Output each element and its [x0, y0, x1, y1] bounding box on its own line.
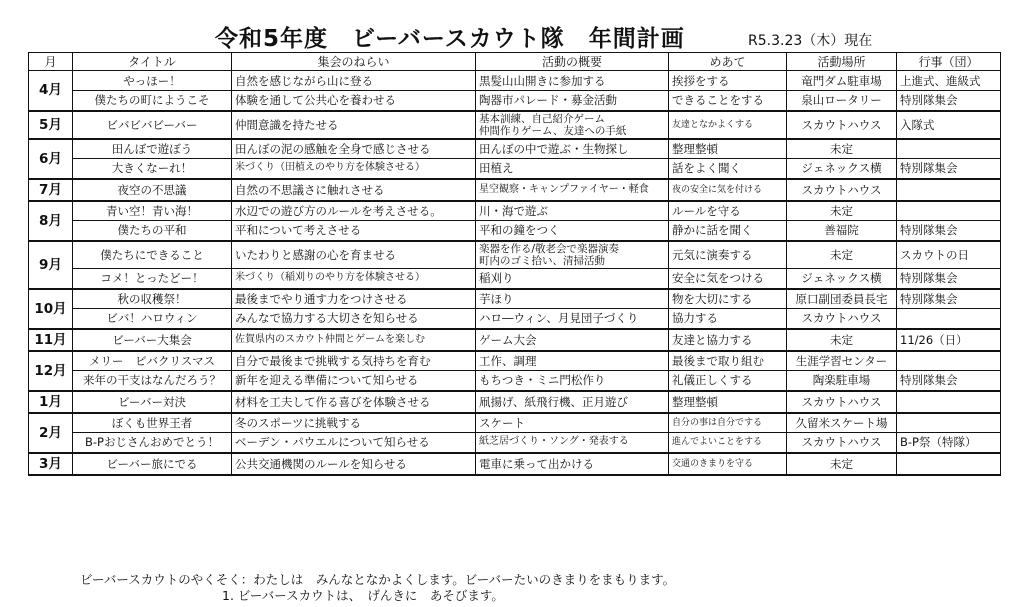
activity-line: スケート	[479, 415, 525, 430]
goal-cell: ルールを守る	[669, 201, 787, 221]
title-cell: 僕たちの平和	[73, 221, 232, 241]
goal-cell: 安全に気をつける	[669, 269, 787, 289]
title-cell: ビーバー大集会	[73, 329, 232, 351]
title-cell: ビバビバビーバー	[73, 111, 232, 139]
event-cell: 特別隊集会	[897, 371, 1001, 391]
place-cell: 未定	[787, 329, 897, 351]
table-row	[29, 201, 1001, 221]
goal-cell: 夜の安全に気を付ける	[669, 179, 787, 201]
goal-cell: できることをする	[669, 91, 787, 111]
table-row	[29, 433, 1001, 453]
month-cell: 10月	[29, 289, 73, 329]
activity-line: 工作、調理	[479, 353, 537, 368]
place-cell: 竜門ダム駐車場	[787, 71, 897, 91]
activity-cell	[476, 159, 669, 179]
event-cell: 上進式、進級式	[897, 71, 1001, 91]
table-row	[29, 139, 1001, 159]
activity-cell	[476, 433, 669, 453]
goal-cell: 礼儀正しくする	[669, 371, 787, 391]
goal-cell: 整理整頓	[669, 139, 787, 159]
place-cell: 未定	[787, 201, 897, 221]
title-cell: 来年の干支はなんだろう？	[73, 371, 232, 391]
aim-cell: 米づくり（稲刈りのやり方を体験させる）	[232, 269, 476, 289]
aim-cell: 自然を感じながら山に登る	[232, 71, 476, 91]
table-row	[29, 309, 1001, 329]
event-cell	[897, 391, 1001, 413]
goal-cell: 静かに話を聞く	[669, 221, 787, 241]
event-cell	[897, 453, 1001, 475]
header-goal: めあて	[669, 53, 787, 71]
activity-line: ハロ―ウィン、月見団子づくり	[479, 311, 639, 326]
table-row	[29, 159, 1001, 179]
activity-line: 川・海で遊ぶ	[479, 203, 548, 218]
plan-body	[29, 71, 1001, 475]
place-cell: スカウトハウス	[787, 179, 897, 201]
activity-line: 稲刈り	[479, 271, 514, 286]
activity-line: 凧揚げ、紙飛行機、正月遊び	[479, 394, 629, 409]
aim-cell: みんなで協力する大切さを知らせる	[232, 309, 476, 329]
goal-cell: 友達となかよくする	[669, 111, 787, 139]
title-cell: ビーバー対決	[73, 391, 232, 413]
month-cell: 3月	[29, 453, 73, 475]
event-cell: 特別隊集会	[897, 159, 1001, 179]
goal-cell: 友達と協力する	[669, 329, 787, 351]
activity-cell	[476, 71, 669, 91]
goal-cell: 最後まで取り組む	[669, 351, 787, 371]
table-row	[29, 269, 1001, 289]
table-row	[29, 391, 1001, 413]
aim-cell: 体験を通して公共心を養わせる	[232, 91, 476, 111]
aim-cell: 冬のスポーツに挑戦する	[232, 413, 476, 433]
place-cell: 未定	[787, 241, 897, 269]
header-title: タイトル	[73, 53, 232, 71]
aim-cell: 佐賀県内のスカウト仲間とゲームを楽しむ	[232, 329, 476, 351]
aim-cell: いたわりと感謝の心を育ませる	[232, 241, 476, 269]
activity-cell	[476, 269, 669, 289]
place-cell: 原口副団委員長宅	[787, 289, 897, 309]
month-cell: 12月	[29, 351, 73, 391]
month-cell: 8月	[29, 201, 73, 241]
place-cell: スカウトハウス	[787, 111, 897, 139]
table-row	[29, 371, 1001, 391]
month-cell: 11月	[29, 329, 73, 351]
aim-cell: 自分で最後まで挑戦する気持ちを育む	[232, 351, 476, 371]
place-cell: 善福院	[787, 221, 897, 241]
activity-cell	[476, 351, 669, 371]
event-cell: B-P祭（特隊）	[897, 433, 1001, 453]
title-cell: ぼくも世界王者	[73, 413, 232, 433]
aim-cell: 米づくり（田植えのやり方を体験させる）	[232, 159, 476, 179]
activity-cell	[476, 179, 669, 201]
place-cell: 陶楽駐車場	[787, 371, 897, 391]
event-cell	[897, 139, 1001, 159]
title-cell: 僕たちにできること	[73, 241, 232, 269]
aim-cell: 自然の不思議さに触れさせる	[232, 179, 476, 201]
activity-line: 紙芝居づくり・ソング・発表する	[479, 436, 629, 448]
activity-cell	[476, 289, 669, 309]
month-cell: 9月	[29, 241, 73, 289]
place-cell: 泉山ロータリー	[787, 91, 897, 111]
title-cell: ビバ！ハロウィン	[73, 309, 232, 329]
table-row	[29, 413, 1001, 433]
title-cell: B-Pおじさんおめでとう！	[73, 433, 232, 453]
aim-cell: 公共交通機関のルールを知らせる	[232, 453, 476, 475]
goal-cell: 自分の事は自分でする	[669, 413, 787, 433]
title-cell: やっほー！	[73, 71, 232, 91]
title-cell: コメ！とったどー！	[73, 269, 232, 289]
event-cell	[897, 351, 1001, 371]
place-cell: 未定	[787, 453, 897, 475]
goal-cell: 挨拶をする	[669, 71, 787, 91]
place-cell: 未定	[787, 139, 897, 159]
aim-cell: 最後までやり通す力をつけさせる	[232, 289, 476, 309]
aim-cell: 仲間意識を持たせる	[232, 111, 476, 139]
activity-line: もちつき・ミニ門松作り	[479, 373, 606, 388]
activity-cell	[476, 371, 669, 391]
activity-line: 田んぼの中で遊ぶ・生物探し	[479, 141, 629, 156]
header-event: 行事（団）	[897, 53, 1001, 71]
activity-cell	[476, 201, 669, 221]
as-of-date: R5.3.23（木）現在	[748, 33, 873, 49]
table-row	[29, 91, 1001, 111]
activity-cell	[476, 241, 669, 269]
table-row	[29, 241, 1001, 269]
activity-line: 陶器市パレード・募金活動	[479, 93, 617, 108]
event-cell: 特別隊集会	[897, 269, 1001, 289]
title-cell: 田んぼで遊ぼう	[73, 139, 232, 159]
aim-cell: 田んぼの泥の感触を全身で感じさせる	[232, 139, 476, 159]
aim-cell: 材料を工夫して作る喜びを体験させる	[232, 391, 476, 413]
event-cell: 11/26（日）	[897, 329, 1001, 351]
event-cell	[897, 309, 1001, 329]
event-cell	[897, 201, 1001, 221]
aim-cell: 新年を迎える準備について知らせる	[232, 371, 476, 391]
activity-cell	[476, 221, 669, 241]
activity-line: 黒髪山山開きに参加する	[479, 73, 606, 88]
title-cell: 夜空の不思議	[73, 179, 232, 201]
activity-line: 芋ほり	[479, 291, 514, 306]
header-row	[29, 53, 1001, 71]
activity-line: 星空観察・キャンプファイヤー・軽食	[479, 183, 649, 195]
table-row	[29, 329, 1001, 351]
table-row	[29, 351, 1001, 371]
place-cell: スカウトハウス	[787, 309, 897, 329]
place-cell: ジェネックス横	[787, 159, 897, 179]
scout-pledge: ビーバースカウトのやくそく：わたしは みんなとなかよくします。ビーバーたいのきまりをまもります。	[80, 572, 676, 587]
table-row	[29, 111, 1001, 139]
title-cell: 青い空！青い海！	[73, 201, 232, 221]
place-cell: スカウトハウス	[787, 391, 897, 413]
aim-cell: 平和について考えさせる	[232, 221, 476, 241]
goal-cell: 話をよく聞く	[669, 159, 787, 179]
activity-line: 町内のゴミ拾い、清掃活動	[479, 254, 605, 267]
page-title: 令和5年度 ビーバースカウト隊 年間計画	[215, 26, 685, 52]
annual-plan-table	[28, 52, 1001, 476]
activity-line: ゲーム大会	[479, 332, 537, 347]
header-place: 活動場所	[787, 53, 897, 71]
aim-cell: ベーデン・パウエルについて知らせる	[232, 433, 476, 453]
place-cell: 生涯学習センター	[787, 351, 897, 371]
table-row	[29, 289, 1001, 309]
title-cell: 秋の収穫祭！	[73, 289, 232, 309]
scout-rule-1: 1. ビーバースカウトは、 げんきに あそびます。	[222, 588, 504, 603]
goal-cell: 交通のきまりを守る	[669, 453, 787, 475]
activity-cell	[476, 91, 669, 111]
goal-cell: 物を大切にする	[669, 289, 787, 309]
event-cell: 入隊式	[897, 111, 1001, 139]
event-cell: 特別隊集会	[897, 289, 1001, 309]
table-row	[29, 71, 1001, 91]
place-cell: ジェネックス横	[787, 269, 897, 289]
activity-line: 電車に乗って出かける	[479, 456, 594, 471]
activity-line: 平和の鐘をつく	[479, 223, 560, 238]
place-cell: 久留米スケート場	[787, 413, 897, 433]
event-cell	[897, 413, 1001, 433]
activity-cell	[476, 309, 669, 329]
event-cell: 特別隊集会	[897, 91, 1001, 111]
title-cell: ビーバー旅にでる	[73, 453, 232, 475]
table-row	[29, 453, 1001, 475]
month-cell: 4月	[29, 71, 73, 111]
activity-line: 基本訓練、自己紹介ゲーム	[479, 112, 605, 125]
activity-cell	[476, 329, 669, 351]
month-cell: 5月	[29, 111, 73, 139]
goal-cell: 進んでよいことをする	[669, 433, 787, 453]
aim-cell: 水辺での遊び方のルールを考えさせる。	[232, 201, 476, 221]
header-activity: 活動の概要	[476, 53, 669, 71]
event-cell: 特別隊集会	[897, 221, 1001, 241]
place-cell: スカウトハウス	[787, 433, 897, 453]
goal-cell: 協力する	[669, 309, 787, 329]
goal-cell: 元気に演奏する	[669, 241, 787, 269]
activity-cell	[476, 413, 669, 433]
activity-cell	[476, 139, 669, 159]
title-cell: 僕たちの町にようこそ	[73, 91, 232, 111]
table-row	[29, 221, 1001, 241]
month-cell: 1月	[29, 391, 73, 413]
event-cell: スカウトの日	[897, 241, 1001, 269]
month-cell: 2月	[29, 413, 73, 453]
header-month: 月	[29, 53, 73, 71]
event-cell	[897, 179, 1001, 201]
title-cell: メリー ビバクリスマス	[73, 351, 232, 371]
activity-line: 楽器を作る/敬老会で楽器演奏	[479, 242, 620, 255]
title-cell: 大きくなーれ！	[73, 159, 232, 179]
table-row	[29, 179, 1001, 201]
activity-line: 田植え	[479, 161, 514, 176]
activity-line: 仲間作りゲーム、友達への手紙	[479, 124, 627, 137]
header-aim: 集会のねらい	[232, 53, 476, 71]
month-cell: 6月	[29, 139, 73, 179]
activity-cell	[476, 111, 669, 139]
goal-cell: 整理整頓	[669, 391, 787, 413]
month-cell: 7月	[29, 179, 73, 201]
activity-cell	[476, 391, 669, 413]
activity-cell	[476, 453, 669, 475]
